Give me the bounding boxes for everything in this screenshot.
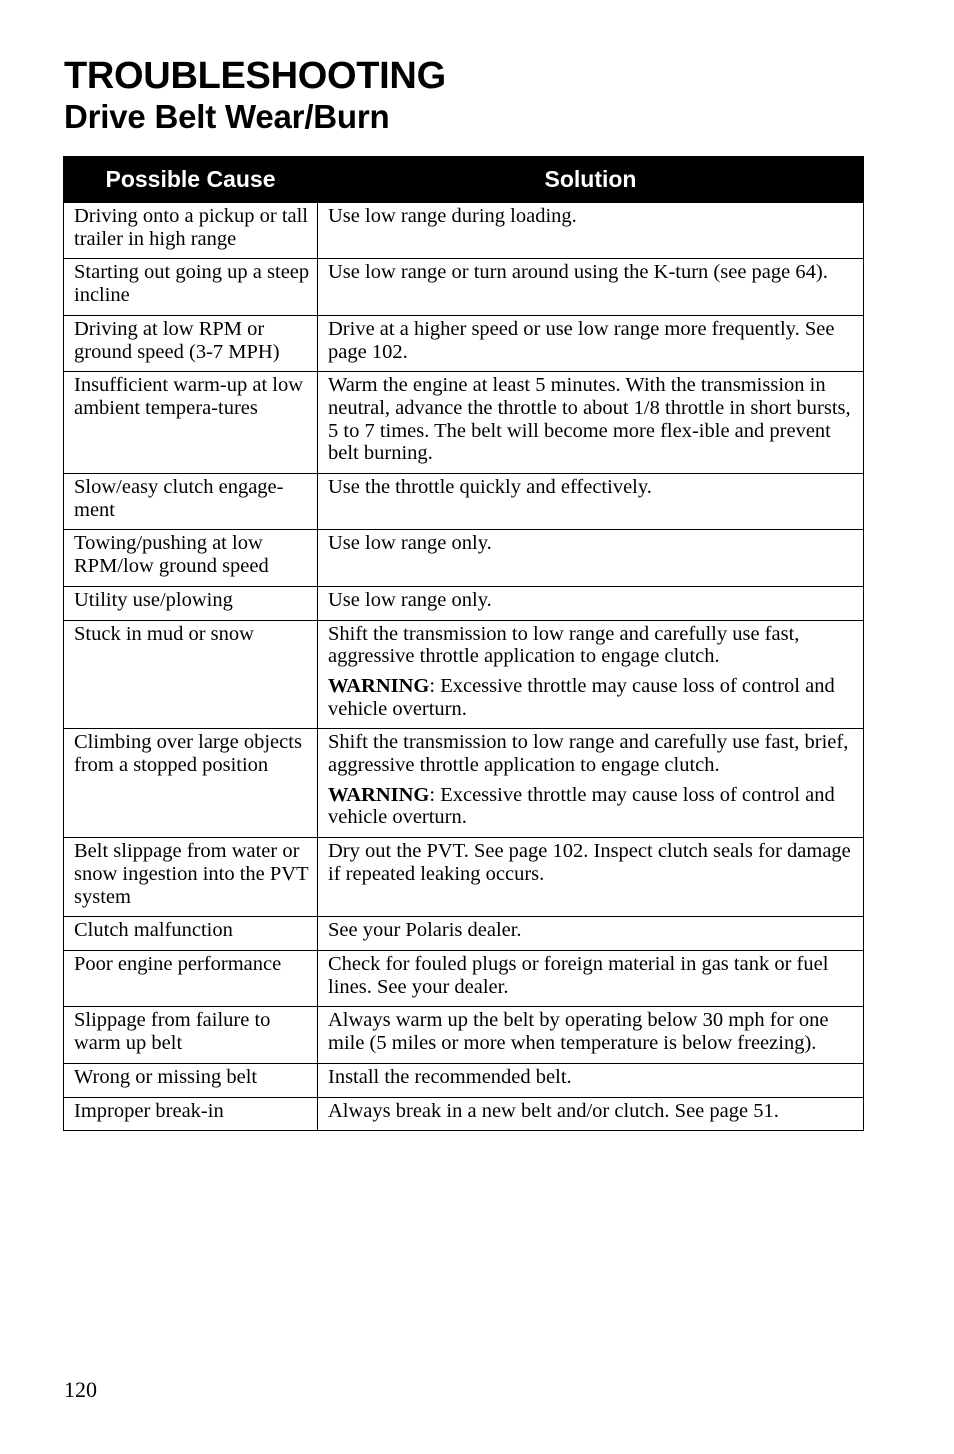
warning-note — [328, 784, 857, 829]
solution-cell — [318, 315, 864, 371]
solution-cell — [318, 1063, 864, 1097]
solution-cell — [318, 474, 864, 530]
solution-cell — [318, 586, 864, 620]
table-row — [64, 1097, 864, 1131]
cause-cell: Clutch malfunction — [64, 917, 318, 951]
table-row — [64, 950, 864, 1006]
solution-text: Use the throttle quickly and effectively. — [328, 476, 652, 499]
cause-cell: Wrong or missing belt — [64, 1063, 318, 1097]
cause-cell: Slow/easy clutch engage-ment — [64, 474, 318, 530]
solution-text: Always warm up the belt by operating below 30 mph for one mile (5 miles or more when temperature is below freezing). — [328, 1009, 829, 1055]
solution-cell — [318, 203, 864, 259]
warning-text: : Excessive throttle may cause loss of control and vehicle overturn. — [328, 783, 835, 829]
cause-cell: Utility use/plowing — [64, 586, 318, 620]
table-row — [64, 917, 864, 951]
solution-cell — [318, 259, 864, 315]
cause-cell: Stuck in mud or snow — [64, 620, 318, 729]
table-body — [64, 203, 864, 1131]
cause-cell: Poor engine performance — [64, 950, 318, 1006]
solution-text: Shift the transmission to low range and carefully use fast, aggressive throttle application to engage clutch. — [328, 622, 800, 668]
page-title: TROUBLESHOOTING — [64, 55, 446, 97]
cause-cell: Starting out going up a steep incline — [64, 259, 318, 315]
cause-cell: Driving onto a pickup or tall trailer in high range — [64, 203, 318, 259]
table-header — [64, 157, 864, 203]
solution-text: Drive at a higher speed or use low range more frequently. See page 102. — [328, 317, 835, 363]
cause-cell: Towing/pushing at low RPM/low ground speed — [64, 530, 318, 586]
table-row — [64, 203, 864, 259]
solution-cell — [318, 838, 864, 917]
table-row — [64, 259, 864, 315]
solution-text: Shift the transmission to low range and carefully use fast, brief, aggressive throttle application to engage clutch. — [328, 731, 849, 777]
solution-text: Dry out the PVT. See page 102. Inspect clutch seals for damage if repeated leaking occurs. — [328, 840, 851, 885]
solution-text: Use low range only. — [328, 532, 492, 555]
table-row — [64, 372, 864, 474]
solution-text: Use low range only. — [328, 588, 492, 611]
cause-cell: Slippage from failure to warm up belt — [64, 1007, 318, 1063]
solution-cell — [318, 620, 864, 729]
cause-cell: Climbing over large objects from a stopped position — [64, 729, 318, 838]
solution-cell — [318, 950, 864, 1006]
table-row — [64, 530, 864, 586]
header-solution: Solution — [318, 157, 864, 203]
solution-cell — [318, 530, 864, 586]
troubleshooting-table — [63, 156, 864, 1131]
solution-text: Check for fouled plugs or foreign material in gas tank or fuel lines. See your dealer. — [328, 952, 829, 998]
solution-text: Use low range or turn around using the K-turn (see page 64). — [328, 261, 828, 284]
header-row — [64, 157, 864, 203]
table-row — [64, 315, 864, 371]
table-row — [64, 620, 864, 729]
table-row — [64, 1063, 864, 1097]
cause-cell: Insufficient warm-up at low ambient tempera-tures — [64, 372, 318, 474]
cause-cell: Driving at low RPM or ground speed (3-7 MPH) — [64, 315, 318, 371]
solution-cell — [318, 917, 864, 951]
warning-label: WARNING — [328, 783, 430, 806]
table-row — [64, 838, 864, 917]
warning-label: WARNING — [328, 674, 430, 697]
table-row — [64, 474, 864, 530]
solution-cell — [318, 1007, 864, 1063]
solution-text: Install the recommended belt. — [328, 1065, 572, 1088]
solution-text: Use low range during loading. — [328, 205, 577, 227]
solution-cell — [318, 372, 864, 474]
table-row — [64, 1007, 864, 1063]
section-title: Drive Belt Wear/Burn — [64, 98, 390, 135]
table-row — [64, 586, 864, 620]
solution-text: See your Polaris dealer. — [328, 919, 522, 942]
solution-cell — [318, 729, 864, 838]
warning-note — [328, 675, 857, 720]
header-possible-cause: Possible Cause — [64, 157, 318, 203]
table-row — [64, 729, 864, 838]
solution-text: Warm the engine at least 5 minutes. With the transmission in neutral, advance the throttle to about 1/8 throttle in short bursts, 5 to 7 times. The belt will become more flex-ible and prevent belt burning. — [328, 374, 851, 465]
cause-cell: Belt slippage from water or snow ingestion into the PVT system — [64, 838, 318, 917]
cause-cell: Improper break-in — [64, 1097, 318, 1131]
warning-text: : Excessive throttle may cause loss of control and vehicle overturn. — [328, 674, 835, 720]
page-number: 120 — [64, 1377, 97, 1402]
solution-cell — [318, 1097, 864, 1131]
solution-text: Always break in a new belt and/or clutch. See page 51. — [328, 1099, 779, 1122]
